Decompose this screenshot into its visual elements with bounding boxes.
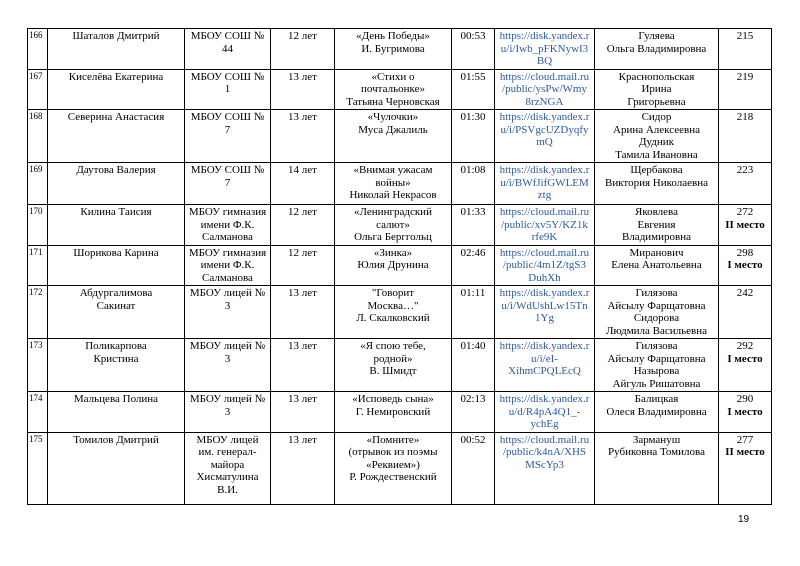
teacher-name-line: Олеся Владимировна <box>606 405 707 418</box>
work-title-line: И. Бугримова <box>361 42 425 55</box>
participant-age-value: 13 лет <box>288 111 317 123</box>
score <box>719 392 772 433</box>
row-number-value: 170 <box>29 206 43 216</box>
score-value: 298 <box>736 246 754 259</box>
duration <box>452 432 495 504</box>
teacher-name <box>595 339 719 392</box>
school-name-line: 3 <box>224 299 231 312</box>
teacher-name-line: Ольга Владимировна <box>606 42 707 55</box>
participant-age <box>271 286 335 339</box>
place-label: II место <box>725 218 765 231</box>
row-number <box>28 163 48 205</box>
participant-name <box>48 286 185 339</box>
participant-name-line: Северина Анастасия <box>67 111 165 123</box>
score-value: 223 <box>736 164 754 176</box>
video-link-line: /public/xv5Y/KZ1k <box>501 218 588 231</box>
work-title <box>335 110 452 163</box>
score-value: 215 <box>736 30 754 42</box>
score-value: 218 <box>736 111 754 123</box>
video-link[interactable] <box>495 163 595 205</box>
table-row <box>28 110 772 163</box>
teacher-name-line: Айсылу Фарщатовна <box>607 299 706 312</box>
participant-name-line: Мальцева Полина <box>73 393 159 405</box>
video-link-line: https://cloud.mail.ru <box>499 206 590 218</box>
participant-name-line: Поликарпова <box>85 340 147 352</box>
participant-age-value: 12 лет <box>288 246 317 259</box>
participant-age-value: 12 лет <box>288 30 317 42</box>
video-link-line: u/i/Iwb_pFKNywI3 <box>500 42 589 55</box>
score <box>719 163 772 205</box>
school-name <box>185 205 271 246</box>
work-title-line: Ольга Берггольц <box>354 231 432 243</box>
duration-value: 02:46 <box>460 246 486 259</box>
participant-name-line: Киселёва Екатерина <box>68 70 164 83</box>
work-title <box>335 69 452 110</box>
row-number <box>28 339 48 392</box>
duration-value: 00:53 <box>460 30 486 42</box>
school-name-line: Салманова <box>202 271 253 284</box>
work-title-line: «Исповедь сына» <box>352 393 434 405</box>
video-link-line: 8rzNGA <box>525 95 564 108</box>
participant-name <box>48 69 185 110</box>
school-name-line: им. генерал- <box>198 446 257 458</box>
school-name <box>185 392 271 433</box>
duration-value: 01:30 <box>460 111 486 123</box>
teacher-name-line: Ирина <box>641 83 672 95</box>
work-title-line: «Ленинградский <box>354 206 432 218</box>
video-link[interactable] <box>495 286 595 339</box>
teacher-name <box>595 432 719 504</box>
work-title-line: «Внимая ужасам <box>353 164 433 176</box>
video-link-line: rfe9K <box>531 231 558 243</box>
school-name-line: МБОУ СОШ № <box>190 111 265 123</box>
participant-age <box>271 29 335 70</box>
duration <box>452 29 495 70</box>
video-link-line: https://cloud.mail.ru <box>499 433 590 446</box>
score-value: 219 <box>736 70 754 83</box>
work-title-line: «Чулочки» <box>367 111 419 123</box>
teacher-name-line: Гуляева <box>638 30 675 42</box>
participant-age <box>271 432 335 504</box>
score-value: 292 <box>736 340 754 352</box>
row-number <box>28 69 48 110</box>
duration <box>452 339 495 392</box>
teacher-name <box>595 392 719 433</box>
video-link-line: u/i/BWfJifGWLEM <box>500 176 589 189</box>
participant-name-line: Томилов Дмитрий <box>73 433 159 446</box>
school-name-line: 3 <box>224 405 231 418</box>
video-link[interactable] <box>495 110 595 163</box>
score <box>719 29 772 70</box>
score <box>719 205 772 246</box>
work-title-line: войны» <box>375 176 411 189</box>
work-title-line: салют» <box>376 218 410 231</box>
results-table <box>27 28 772 505</box>
video-link-line: ychEg <box>530 418 559 430</box>
row-number <box>28 205 48 246</box>
video-link-line: /public/ysPw/Wmy <box>502 83 587 95</box>
participant-name-line: Шаталов Дмитрий <box>72 30 160 42</box>
work-title-line: Г. Немировский <box>355 405 431 418</box>
video-link-line: u/d/R4pA4Q1_- <box>508 405 581 418</box>
participant-age-value: 13 лет <box>288 340 317 352</box>
row-number-value: 168 <box>29 111 43 121</box>
video-link-line: https://cloud.mail.ru <box>499 246 590 259</box>
participant-name <box>48 392 185 433</box>
work-title-line: Николай Некрасов <box>349 189 437 201</box>
teacher-name-line: Айсылу Фарщатовна <box>607 352 706 365</box>
work-title-line: Татьяна Черновская <box>346 95 440 108</box>
video-link[interactable] <box>495 432 595 504</box>
school-name-line: МБОУ лицей № <box>189 393 266 405</box>
teacher-name-line: Рубиковна Томилова <box>608 446 705 458</box>
school-name-line: МБОУ лицей № <box>189 287 266 299</box>
teacher-name-line: Щербакова <box>630 164 683 176</box>
teacher-name-line: Зармануш <box>632 433 681 446</box>
row-number <box>28 110 48 163</box>
video-link-line: u/i/PSVgcUZDyqfy <box>500 123 589 136</box>
work-title-line: родной» <box>373 352 413 365</box>
row-number <box>28 245 48 286</box>
row-number-value: 174 <box>29 393 43 403</box>
school-name-line: 3 <box>224 352 231 365</box>
video-link-line: https://cloud.mail.ru <box>499 70 590 83</box>
video-link-line: MScYp3 <box>525 458 564 471</box>
teacher-name-line: Миранович <box>629 246 684 259</box>
school-name-line: МБОУ лицей № <box>189 340 266 352</box>
place-label: I место <box>727 405 763 418</box>
table-row <box>28 163 772 205</box>
participant-name-line: Даутова Валерия <box>76 164 156 176</box>
school-name-line: МБОУ гимназия <box>188 206 267 218</box>
duration-value: 01:08 <box>460 164 486 176</box>
school-name-line: МБОУ гимназия <box>188 246 267 259</box>
school-name-line: 7 <box>224 123 231 136</box>
row-number-value: 173 <box>29 340 43 350</box>
video-link[interactable] <box>495 339 595 392</box>
participant-name-line: Килина Таисия <box>80 206 152 218</box>
video-link-line: XihmCPQLEcQ <box>508 365 581 377</box>
participant-age-value: 14 лет <box>288 164 317 176</box>
table-row <box>28 339 772 392</box>
table-row <box>28 286 772 339</box>
school-name-line: В.И. <box>217 483 238 496</box>
school-name-line: МБОУ СОШ № <box>190 164 265 176</box>
video-link-line: https://disk.yandex.r <box>499 340 590 352</box>
school-name-line: имени Ф.К. <box>200 259 255 271</box>
participant-name <box>48 163 185 205</box>
duration-value: 01:55 <box>460 70 486 83</box>
participant-name-line: Сакинат <box>96 299 136 312</box>
place-label: II место <box>725 446 765 458</box>
duration <box>452 392 495 433</box>
video-link-line: https://disk.yandex.r <box>499 287 590 299</box>
duration-value: 00:52 <box>460 433 486 446</box>
teacher-name-line: Людмила Васильевна <box>605 324 708 337</box>
teacher-name <box>595 110 719 163</box>
work-title-line: «Реквием») <box>366 458 420 471</box>
video-link-line: ztg <box>537 189 552 201</box>
teacher-name <box>595 163 719 205</box>
teacher-name-line: Сидор <box>641 111 672 123</box>
school-name-line: майора <box>210 458 245 471</box>
video-link[interactable] <box>495 392 595 433</box>
video-link[interactable] <box>495 29 595 70</box>
teacher-name-line: Яковлева <box>635 206 678 218</box>
teacher-name <box>595 286 719 339</box>
participant-name <box>48 110 185 163</box>
teacher-name-line: Дудник <box>638 136 675 148</box>
participant-name <box>48 339 185 392</box>
duration <box>452 110 495 163</box>
score-value: 290 <box>736 393 754 405</box>
participant-age-value: 13 лет <box>288 287 317 299</box>
score <box>719 245 772 286</box>
work-title <box>335 392 452 433</box>
participant-age <box>271 245 335 286</box>
row-number-value: 175 <box>29 433 43 444</box>
table-row <box>28 29 772 70</box>
duration-value: 01:11 <box>460 287 486 299</box>
row-number <box>28 286 48 339</box>
teacher-name <box>595 29 719 70</box>
row-number-value: 166 <box>29 30 43 40</box>
participant-name-line: Кристина <box>93 352 139 365</box>
table-row <box>28 205 772 246</box>
work-title-line: Москва…" <box>367 299 419 312</box>
work-title <box>335 432 452 504</box>
row-number <box>28 29 48 70</box>
video-link-line: 1Yg <box>535 312 554 324</box>
school-name <box>185 69 271 110</box>
work-title <box>335 163 452 205</box>
school-name <box>185 29 271 70</box>
score <box>719 286 772 339</box>
school-name <box>185 163 271 205</box>
video-link[interactable] <box>495 205 595 246</box>
video-link-line: https://disk.yandex.r <box>499 164 590 176</box>
teacher-name-line: Гилязова <box>635 340 678 352</box>
duration <box>452 69 495 110</box>
work-title-line: Юлия Друнина <box>357 259 429 271</box>
video-link-line: mQ <box>536 136 553 148</box>
score <box>719 69 772 110</box>
score <box>719 432 772 504</box>
score-value: 242 <box>736 287 754 299</box>
table-row <box>28 245 772 286</box>
participant-age <box>271 110 335 163</box>
duration-value: 01:40 <box>460 340 486 352</box>
row-number <box>28 432 48 504</box>
school-name-line: МБОУ СОШ № <box>190 30 265 42</box>
page-number: 19 <box>738 514 750 525</box>
video-link-line: u/i/eI- <box>531 352 558 365</box>
teacher-name-line: Тамила Ивановна <box>615 148 698 161</box>
participant-age <box>271 205 335 246</box>
row-number <box>28 392 48 433</box>
duration <box>452 205 495 246</box>
participant-name <box>48 29 185 70</box>
place-label: I место <box>727 352 763 365</box>
school-name <box>185 432 271 504</box>
row-number-value: 171 <box>29 246 43 257</box>
video-link-line: https://disk.yandex.r <box>499 30 590 42</box>
participant-age-value: 13 лет <box>288 70 317 83</box>
work-title-line: почтальонке» <box>361 83 425 95</box>
score-value: 272 <box>736 206 754 218</box>
duration <box>452 163 495 205</box>
participant-name <box>48 245 185 286</box>
participant-name <box>48 432 185 504</box>
teacher-name-line: Назырова <box>633 365 680 377</box>
participant-age <box>271 392 335 433</box>
participant-age <box>271 339 335 392</box>
teacher-name-line: Гилязова <box>635 287 678 299</box>
video-link-line: /public/4m1Z/tgS3 <box>502 259 587 271</box>
work-title-line: «Я спою тебе, <box>360 340 426 352</box>
table-body <box>28 29 772 505</box>
school-name <box>185 110 271 163</box>
participant-age <box>271 69 335 110</box>
teacher-name <box>595 205 719 246</box>
teacher-name-line: Балицкая <box>634 393 679 405</box>
teacher-name-line: Григорьевна <box>627 95 686 108</box>
video-link-line: https://disk.yandex.r <box>499 393 590 405</box>
video-link-line: https://disk.yandex.r <box>499 111 590 123</box>
work-title-line: Муса Джалиль <box>358 123 428 136</box>
score-value: 277 <box>736 433 754 446</box>
work-title <box>335 205 452 246</box>
duration <box>452 286 495 339</box>
duration <box>452 245 495 286</box>
participant-age <box>271 163 335 205</box>
work-title-line: «Помните» <box>366 433 420 446</box>
school-name-line: 44 <box>222 42 233 55</box>
participant-age-value: 13 лет <box>288 433 317 446</box>
participant-age-value: 13 лет <box>288 393 317 405</box>
school-name <box>185 339 271 392</box>
school-name <box>185 245 271 286</box>
participant-age-value: 12 лет <box>288 206 317 218</box>
school-name <box>185 286 271 339</box>
score <box>719 110 772 163</box>
teacher-name-line: Виктория Николаевна <box>605 176 708 189</box>
work-title-line: "Говорит <box>371 287 415 299</box>
school-name-line: имени Ф.К. <box>200 218 255 231</box>
school-name-line: 7 <box>224 176 231 189</box>
school-name-line: МБОУ СОШ № <box>190 70 265 83</box>
school-name-line: 1 <box>224 83 231 95</box>
work-title-line: «Стихи о <box>371 70 415 83</box>
work-title-line: В. Шмидт <box>369 365 417 377</box>
teacher-name-line: Елена Анатольевна <box>611 259 702 271</box>
row-number-value: 169 <box>29 164 43 174</box>
video-link[interactable] <box>495 245 595 286</box>
work-title-line: (отрывок из поэмы <box>348 446 438 458</box>
video-link-line: u/i/WdUshLw15Tn <box>501 299 588 312</box>
teacher-name-line: Арина Алексеевна <box>613 123 700 136</box>
table-row <box>28 392 772 433</box>
school-name-line: Хисматулина <box>196 471 259 483</box>
work-title-line: «День Победы» <box>356 30 430 42</box>
work-title <box>335 339 452 392</box>
participant-name-line: Шорикова Карина <box>73 246 159 259</box>
table-row <box>28 69 772 110</box>
place-label: I место <box>727 259 763 271</box>
row-number-value: 172 <box>29 287 43 297</box>
video-link-line: DuhXh <box>528 271 561 284</box>
video-link[interactable] <box>495 69 595 110</box>
work-title <box>335 245 452 286</box>
teacher-name-line: Сидорова <box>633 312 680 324</box>
work-title-line: «Зинка» <box>373 246 413 259</box>
teacher-name-line: Евгения <box>637 218 676 231</box>
teacher-name-line: Краснопольская <box>618 70 695 83</box>
duration-value: 02:13 <box>460 393 486 405</box>
duration-value: 01:33 <box>460 206 486 218</box>
work-title <box>335 29 452 70</box>
participant-name-line: Абдургалимова <box>79 287 153 299</box>
work-title-line: Р. Рождественский <box>349 471 437 483</box>
video-link-line: /public/k4nA/XHS <box>502 446 587 458</box>
teacher-name <box>595 69 719 110</box>
row-number-value: 167 <box>29 70 43 81</box>
table-row <box>28 432 772 504</box>
school-name-line: Салманова <box>202 231 253 243</box>
school-name-line: МБОУ лицей <box>196 433 259 446</box>
work-title-line: Л. Скалковский <box>356 312 430 324</box>
work-title <box>335 286 452 339</box>
teacher-name-line: Владимировна <box>621 231 691 243</box>
score <box>719 339 772 392</box>
teacher-name-line: Айгуль Ришатовна <box>612 377 701 390</box>
participant-name <box>48 205 185 246</box>
teacher-name <box>595 245 719 286</box>
video-link-line: BQ <box>536 55 553 67</box>
